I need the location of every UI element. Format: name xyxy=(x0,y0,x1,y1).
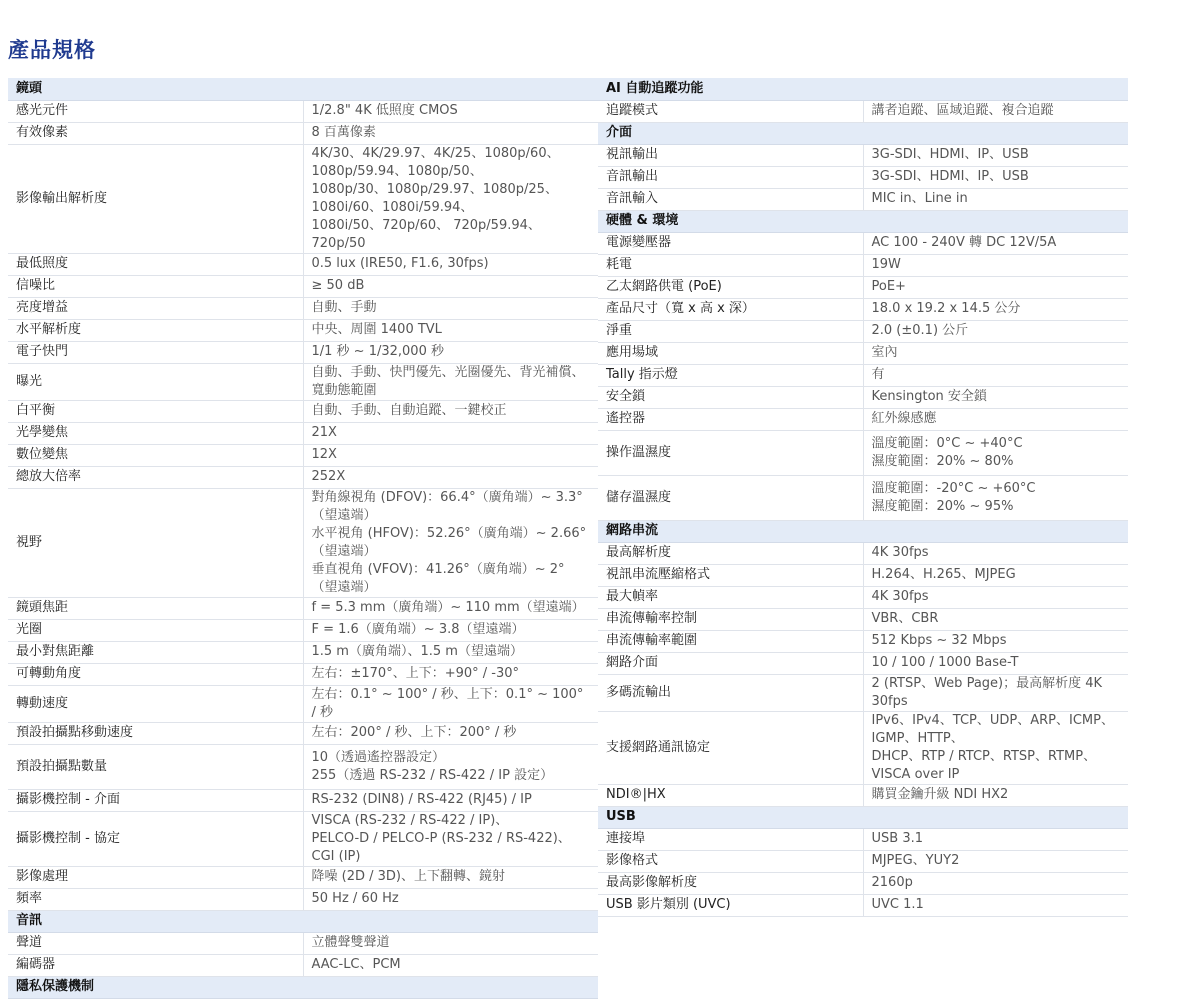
spec-value-line: 2160p xyxy=(871,875,913,890)
spec-value xyxy=(863,100,1128,122)
spec-key: 儲存溫濕度 xyxy=(598,475,863,520)
spec-row xyxy=(598,430,1128,475)
spec-value xyxy=(863,144,1128,166)
spec-value xyxy=(303,641,598,663)
section-title: 鏡頭 xyxy=(8,78,598,100)
spec-row xyxy=(8,422,598,444)
spec-value xyxy=(863,894,1128,916)
spec-value xyxy=(303,488,598,597)
section-header xyxy=(598,806,1128,828)
spec-key: 鏡頭焦距 xyxy=(8,597,303,619)
spec-value-line: 自動、手動 xyxy=(311,300,377,315)
spec-value-line: MJPEG、YUY2 xyxy=(871,853,960,868)
spec-row xyxy=(8,319,598,341)
spec-value xyxy=(303,144,598,253)
spec-value xyxy=(303,811,598,866)
spec-value-line: 左右：200° / 秒、上下：200° / 秒 xyxy=(311,725,517,740)
section-header xyxy=(598,520,1128,542)
spec-value xyxy=(863,674,1128,711)
spec-value-line: USB 3.1 xyxy=(871,831,923,846)
spec-row xyxy=(8,722,598,744)
spec-value xyxy=(303,619,598,641)
spec-row xyxy=(598,100,1128,122)
spec-value xyxy=(303,597,598,619)
spec-key: 操作溫濕度 xyxy=(598,430,863,475)
spec-row xyxy=(8,253,598,275)
spec-key: 支援網路通訊協定 xyxy=(598,711,863,784)
spec-key: 多碼流輸出 xyxy=(598,674,863,711)
spec-value xyxy=(863,342,1128,364)
spec-key: 連接埠 xyxy=(598,828,863,850)
spec-value xyxy=(863,608,1128,630)
spec-value-line: 50 Hz / 60 Hz xyxy=(311,891,399,906)
spec-value xyxy=(863,430,1128,475)
spec-row xyxy=(598,586,1128,608)
spec-value xyxy=(863,364,1128,386)
spec-key: 曝光 xyxy=(8,363,303,400)
spec-value xyxy=(863,872,1128,894)
spec-value xyxy=(303,954,598,976)
spec-key: 遙控器 xyxy=(598,408,863,430)
spec-key: 攝影機控制 - 介面 xyxy=(8,789,303,811)
spec-row xyxy=(8,466,598,488)
spec-value-line: AAC-LC、PCM xyxy=(311,957,401,972)
spec-value-line: 252X xyxy=(311,469,346,484)
spec-key: 視野 xyxy=(8,488,303,597)
spec-value xyxy=(303,932,598,954)
spec-value xyxy=(303,253,598,275)
section-title: 網路串流 xyxy=(598,520,1128,542)
spec-row xyxy=(598,386,1128,408)
spec-value xyxy=(863,276,1128,298)
spec-row xyxy=(8,954,598,976)
spec-value-line: H.264、H.265、MJPEG xyxy=(871,567,1016,582)
spec-value xyxy=(863,564,1128,586)
spec-value-line: 左右：0.1° ~ 100° / 秒、上下：0.1° ~ 100° / 秒 xyxy=(311,686,584,720)
spec-value-line: 3G-SDI、HDMI、IP、USB xyxy=(871,147,1029,162)
spec-key: 感光元件 xyxy=(8,100,303,122)
spec-key: 光學變焦 xyxy=(8,422,303,444)
spec-row xyxy=(598,828,1128,850)
spec-value xyxy=(863,475,1128,520)
spec-row xyxy=(598,564,1128,586)
spec-value-line: 水平視角 (HFOV)：52.26°（廣角端）~ 2.66°（望遠端） xyxy=(311,525,587,559)
spec-value-line: 購買金鑰升級 NDI HX2 xyxy=(871,787,1009,802)
spec-value xyxy=(863,232,1128,254)
spec-row xyxy=(8,400,598,422)
spec-row xyxy=(8,144,598,253)
spec-value xyxy=(303,422,598,444)
section-title: 硬體 & 環境 xyxy=(598,210,1128,232)
spec-row xyxy=(8,789,598,811)
spec-value-line: 自動、手動、快門優先、光圈優先、背光補償、寬動態範圍 xyxy=(311,364,585,398)
spec-value xyxy=(863,711,1128,784)
spec-value xyxy=(303,100,598,122)
spec-row xyxy=(598,276,1128,298)
spec-key: 數位變焦 xyxy=(8,444,303,466)
spec-row xyxy=(8,363,598,400)
spec-key: 最大幀率 xyxy=(598,586,863,608)
spec-row xyxy=(598,364,1128,386)
spec-row xyxy=(598,408,1128,430)
spec-row xyxy=(8,811,598,866)
spec-row xyxy=(598,850,1128,872)
section-header xyxy=(8,910,598,932)
spec-table-left xyxy=(8,78,598,999)
spec-key: 串流傳輸率範圍 xyxy=(598,630,863,652)
spec-row xyxy=(8,100,598,122)
spec-row xyxy=(598,188,1128,210)
spec-key: Tally 指示燈 xyxy=(598,364,863,386)
spec-value xyxy=(863,850,1128,872)
spec-value-line: 8 百萬像素 xyxy=(311,125,376,140)
spec-row xyxy=(8,932,598,954)
section-header xyxy=(598,210,1128,232)
spec-key: 總放大倍率 xyxy=(8,466,303,488)
spec-value-line: VBR、CBR xyxy=(871,611,939,626)
spec-row xyxy=(598,475,1128,520)
page-title: 產品規格 xyxy=(8,38,96,62)
spec-value-line: 1/2.8" 4K 低照度 CMOS xyxy=(311,103,458,118)
spec-row xyxy=(8,744,598,789)
spec-value-line: 4K 30fps xyxy=(871,589,929,604)
section-title: 音訊 xyxy=(8,910,598,932)
section-title: 介面 xyxy=(598,122,1128,144)
spec-key: 影像處理 xyxy=(8,866,303,888)
spec-row xyxy=(8,685,598,722)
spec-key: 產品尺寸（寬 x 高 x 深） xyxy=(598,298,863,320)
spec-key: 影像格式 xyxy=(598,850,863,872)
section-title: USB xyxy=(598,806,1128,828)
spec-row xyxy=(598,608,1128,630)
spec-row xyxy=(598,894,1128,916)
spec-value xyxy=(303,297,598,319)
spec-key: 編碼器 xyxy=(8,954,303,976)
section-title: 隱私保護機制 xyxy=(8,976,598,998)
spec-key: 影像輸出解析度 xyxy=(8,144,303,253)
spec-key: 電源變壓器 xyxy=(598,232,863,254)
spec-value-line: 有 xyxy=(871,367,885,382)
spec-value-line: 降噪 (2D / 3D)、上下翻轉、鏡射 xyxy=(311,869,505,884)
spec-value-line: MIC in、Line in xyxy=(871,191,968,206)
spec-row xyxy=(8,488,598,597)
spec-value xyxy=(303,319,598,341)
spec-value-line: 紅外線感應 xyxy=(871,411,937,426)
spec-value xyxy=(863,298,1128,320)
spec-row xyxy=(598,144,1128,166)
spec-key: 預設拍攝點數量 xyxy=(8,744,303,789)
spec-key: 淨重 xyxy=(598,320,863,342)
spec-row xyxy=(8,597,598,619)
spec-row xyxy=(598,652,1128,674)
spec-value-line: F = 1.6（廣角端）~ 3.8（望遠端） xyxy=(311,622,525,637)
spec-value xyxy=(303,789,598,811)
spec-value-line: 1080i/50、720p/60、 720p/59.94、720p/50 xyxy=(311,217,541,251)
spec-row xyxy=(8,663,598,685)
spec-value-line: 512 Kbps ~ 32 Mbps xyxy=(871,633,1007,648)
spec-key: 串流傳輸率控制 xyxy=(598,608,863,630)
spec-key: 有效像素 xyxy=(8,122,303,144)
spec-value-line: 自動、手動、自動追蹤、一鍵校正 xyxy=(311,403,507,418)
spec-value-line: 4K/30、4K/29.97、4K/25、1080p/60、1080p/59.94、1080p/50、 xyxy=(311,145,560,179)
spec-key: 頻率 xyxy=(8,888,303,910)
section-header xyxy=(8,78,598,100)
spec-value-line: IPv6、IPv4、TCP、UDP、ARP、ICMP、IGMP、HTTP、 xyxy=(871,712,1114,746)
spec-row xyxy=(598,711,1128,784)
spec-row xyxy=(598,232,1128,254)
spec-row xyxy=(8,619,598,641)
spec-value xyxy=(303,744,598,789)
spec-row xyxy=(598,254,1128,276)
spec-key: NDI®|HX xyxy=(598,784,863,806)
spec-row xyxy=(598,542,1128,564)
spec-value-line: RS-232 (DIN8) / RS-422 (RJ45) / IP xyxy=(311,792,532,807)
spec-value-line: 21X xyxy=(311,425,337,440)
spec-value-line: 0.5 lux (IRE50, F1.6, 30fps) xyxy=(311,256,489,271)
spec-value-line: 10（透過遙控器設定） xyxy=(311,749,446,765)
spec-value xyxy=(303,400,598,422)
spec-value-line: 中央、周圍 1400 TVL xyxy=(311,322,442,337)
spec-value xyxy=(303,444,598,466)
spec-key: 耗電 xyxy=(598,254,863,276)
spec-key: 水平解析度 xyxy=(8,319,303,341)
spec-key: 轉動速度 xyxy=(8,685,303,722)
spec-value xyxy=(303,722,598,744)
spec-key: 視訊輸出 xyxy=(598,144,863,166)
spec-value-line: 2 (RTSP、Web Page)；最高解析度 4K 30fps xyxy=(871,675,1103,709)
spec-value xyxy=(863,254,1128,276)
spec-key: 音訊輸入 xyxy=(598,188,863,210)
spec-key: 最高影像解析度 xyxy=(598,872,863,894)
spec-value-line: 濕度範圍：20% ~ 80% xyxy=(871,453,1014,469)
spec-row xyxy=(8,297,598,319)
section-header xyxy=(598,78,1128,100)
spec-value xyxy=(863,586,1128,608)
spec-value-line: 10 / 100 / 1000 Base-T xyxy=(871,655,1019,670)
spec-value-line: 立體聲雙聲道 xyxy=(311,935,390,950)
spec-value-line: 3G-SDI、HDMI、IP、USB xyxy=(871,169,1029,184)
spec-key: 視訊串流壓縮格式 xyxy=(598,564,863,586)
spec-key: 白平衡 xyxy=(8,400,303,422)
spec-key: 追蹤模式 xyxy=(598,100,863,122)
spec-key: 電子快門 xyxy=(8,341,303,363)
spec-key: 可轉動角度 xyxy=(8,663,303,685)
spec-row xyxy=(8,888,598,910)
spec-key: 最高解析度 xyxy=(598,542,863,564)
spec-value-line: VISCA (RS-232 / RS-422 / IP)、 xyxy=(311,812,509,828)
spec-value-line: 1.5 m（廣角端）、1.5 m（望遠端） xyxy=(311,644,523,659)
spec-value xyxy=(303,663,598,685)
spec-value xyxy=(863,386,1128,408)
spec-value xyxy=(303,866,598,888)
spec-value-line: 左右：±170°、上下：+90° / -30° xyxy=(311,666,520,681)
spec-row xyxy=(598,674,1128,711)
spec-value-line: 室內 xyxy=(871,345,898,360)
spec-key: 網路介面 xyxy=(598,652,863,674)
spec-value xyxy=(303,341,598,363)
spec-key: 攝影機控制 - 協定 xyxy=(8,811,303,866)
section-header xyxy=(598,122,1128,144)
spec-value-line: 1/1 秒 ~ 1/32,000 秒 xyxy=(311,344,444,359)
spec-key: 音訊輸出 xyxy=(598,166,863,188)
spec-row xyxy=(598,630,1128,652)
spec-value xyxy=(303,275,598,297)
spec-value xyxy=(303,122,598,144)
spec-value-line: 12X xyxy=(311,447,337,462)
spec-row xyxy=(8,641,598,663)
spec-key: 聲道 xyxy=(8,932,303,954)
spec-value-line: 垂直視角 (VFOV)：41.26°（廣角端）~ 2°（望遠端） xyxy=(311,561,565,595)
spec-value xyxy=(303,685,598,722)
spec-key: 最小對焦距離 xyxy=(8,641,303,663)
spec-key: 亮度增益 xyxy=(8,297,303,319)
spec-key: 乙太網路供電 (PoE) xyxy=(598,276,863,298)
spec-key: USB 影片類別 (UVC) xyxy=(598,894,863,916)
spec-key: 預設拍攝點移動速度 xyxy=(8,722,303,744)
spec-value xyxy=(863,188,1128,210)
spec-value xyxy=(303,888,598,910)
spec-value-line: 19W xyxy=(871,257,901,272)
spec-value xyxy=(863,784,1128,806)
spec-value-line: 255（透過 RS-232 / RS-422 / IP 設定） xyxy=(311,767,554,783)
spec-row xyxy=(8,275,598,297)
spec-row xyxy=(8,444,598,466)
spec-value-line: f = 5.3 mm（廣角端）~ 110 mm（望遠端） xyxy=(311,600,585,615)
spec-value xyxy=(303,466,598,488)
spec-value xyxy=(863,630,1128,652)
spec-key: 安全鎖 xyxy=(598,386,863,408)
spec-value-line: ≥ 50 dB xyxy=(311,278,365,293)
section-title: AI 自動追蹤功能 xyxy=(598,78,1128,100)
spec-row xyxy=(598,298,1128,320)
spec-value xyxy=(863,652,1128,674)
spec-value-line: 溫度範圍：-20°C ~ +60°C xyxy=(871,480,1036,496)
spec-value-line: UVC 1.1 xyxy=(871,897,924,912)
spec-value-line: DHCP、RTP / RTCP、RTSP、RTMP、VISCA over IP xyxy=(871,748,1097,782)
spec-key: 光圈 xyxy=(8,619,303,641)
spec-key: 信噪比 xyxy=(8,275,303,297)
spec-key: 應用場域 xyxy=(598,342,863,364)
spec-key: 最低照度 xyxy=(8,253,303,275)
spec-row xyxy=(8,341,598,363)
spec-value xyxy=(863,828,1128,850)
spec-value-line: 4K 30fps xyxy=(871,545,929,560)
spec-table-right xyxy=(598,78,1128,917)
spec-value xyxy=(863,542,1128,564)
spec-value-line: 2.0 (±0.1) 公斤 xyxy=(871,323,969,338)
spec-value-line: 18.0 x 19.2 x 14.5 公分 xyxy=(871,301,1021,316)
section-header xyxy=(8,976,598,998)
spec-value-line: Kensington 安全鎖 xyxy=(871,389,987,404)
spec-row xyxy=(8,866,598,888)
spec-row xyxy=(598,784,1128,806)
spec-row xyxy=(598,342,1128,364)
spec-value-line: PELCO-D / PELCO-P (RS-232 / RS-422)、CGI (IP) xyxy=(311,830,571,864)
spec-value-line: 溫度範圍：0°C ~ +40°C xyxy=(871,435,1023,451)
spec-row xyxy=(598,320,1128,342)
spec-value-line: AC 100 - 240V 轉 DC 12V/5A xyxy=(871,235,1057,250)
spec-value-line: 1080p/30、1080p/29.97、1080p/25、1080i/60、1080i/59.94、 xyxy=(311,181,558,215)
spec-value-line: 濕度範圍：20% ~ 95% xyxy=(871,498,1014,514)
spec-value-line: PoE+ xyxy=(871,279,906,294)
spec-value xyxy=(863,320,1128,342)
spec-row xyxy=(598,872,1128,894)
spec-value-line: 講者追蹤、區域追蹤、複合追蹤 xyxy=(871,103,1054,118)
spec-value xyxy=(863,166,1128,188)
spec-row xyxy=(598,166,1128,188)
spec-value xyxy=(303,363,598,400)
spec-value-line: 對角線視角 (DFOV)：66.4°（廣角端）~ 3.3°（望遠端） xyxy=(311,489,583,523)
spec-value xyxy=(863,408,1128,430)
spec-row xyxy=(8,122,598,144)
